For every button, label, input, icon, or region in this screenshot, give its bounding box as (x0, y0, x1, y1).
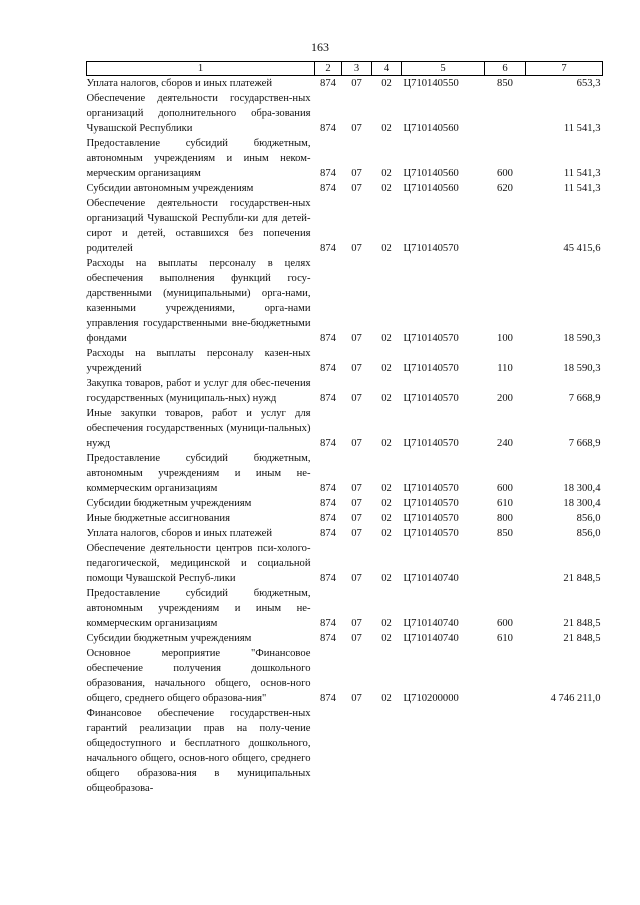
expense-type-cell (485, 646, 526, 706)
amount-cell: 18 300,4 (563, 498, 601, 509)
subsection-cell: 02 (381, 513, 392, 524)
row-name-cell: Обеспечение деятельности государствен-ных организаций Чувашской Республи-ки для детей-сирот и детей, оставшихся без попечения родителей (86, 198, 311, 254)
subsection-cell: 02 (381, 243, 392, 254)
expense-type-cell (485, 706, 526, 796)
row-name-cell: Закупка товаров, работ и услуг для обес-печения государственных (муниципаль-ных) нужд (86, 378, 311, 404)
row-name-cell: Расходы на выплаты персоналу казен-ных учреждений (86, 348, 311, 374)
admin-code-cell: 874 (320, 693, 336, 704)
section-cell: 07 (351, 693, 362, 704)
column-header: 3 (342, 62, 372, 76)
target-article-cell: Ц710140570 (403, 513, 459, 524)
expense-type-cell: 620 (497, 183, 513, 194)
section-cell: 07 (351, 123, 362, 134)
admin-code-cell: 874 (320, 183, 336, 194)
subsection-cell: 02 (381, 693, 392, 704)
row-name-cell: Уплата налогов, сборов и иных платежей (86, 528, 273, 539)
amount-cell: 18 590,3 (563, 333, 601, 344)
target-article-cell: Ц710140570 (403, 483, 459, 494)
table-row (87, 496, 603, 511)
table-row (87, 181, 603, 196)
admin-code-cell (315, 706, 342, 796)
section-cell: 07 (351, 183, 362, 194)
target-article-cell: Ц710140740 (403, 633, 459, 644)
row-name-cell: Иные закупки товаров, работ и услуг для обеспечения государственных (муници-пальных) нужд (86, 408, 311, 449)
section-cell: 07 (351, 573, 362, 584)
expense-type-cell: 110 (497, 363, 513, 374)
row-name-cell: Субсидии автономным учреждениям (86, 183, 254, 194)
amount-cell (526, 706, 603, 796)
row-name-cell: Иные бюджетные ассигнования (86, 513, 230, 524)
table-row (87, 706, 603, 796)
amount-cell: 856,0 (576, 528, 601, 539)
amount-cell: 11 541,3 (563, 183, 601, 194)
amount-cell: 7 668,9 (568, 393, 601, 404)
row-name-cell: Уплата налогов, сборов и иных платежей (86, 78, 273, 89)
row-name-cell: Основное мероприятие "Финансовое обеспечение получения дошкольного образования, начального общего, основ-ного общего, среднего общего образова-ния" (86, 648, 311, 704)
target-article-cell: Ц710140560 (403, 183, 459, 194)
target-article-cell: Ц710140570 (403, 498, 459, 509)
section-cell (342, 706, 372, 796)
expense-type-cell: 800 (497, 513, 513, 524)
section-cell: 07 (351, 78, 362, 89)
table-row (87, 451, 603, 496)
table-row (87, 376, 603, 406)
expense-type-cell: 600 (497, 618, 513, 629)
row-name-cell: Обеспечение деятельности государствен-ных организаций дополнительного обра-зования Чувашской Республики (86, 93, 311, 134)
admin-code-cell: 874 (320, 333, 336, 344)
row-name-cell: Обеспечение деятельности центров пси-холого-педагогической, медицинской и социальной помощи Чувашской Респуб-лики (86, 543, 311, 584)
subsection-cell: 02 (381, 498, 392, 509)
section-cell: 07 (351, 618, 362, 629)
section-cell: 07 (351, 483, 362, 494)
admin-code-cell: 874 (320, 438, 336, 449)
column-header: 5 (402, 62, 485, 76)
subsection-cell: 02 (381, 78, 392, 89)
admin-code-cell: 874 (320, 363, 336, 374)
row-name-cell: Субсидии бюджетным учреждениям (86, 498, 252, 509)
target-article-cell: Ц710140740 (403, 573, 459, 584)
subsection-cell (372, 706, 402, 796)
section-cell: 07 (351, 363, 362, 374)
row-name-cell: Субсидии бюджетным учреждениям (86, 633, 252, 644)
section-cell: 07 (351, 633, 362, 644)
amount-cell: 45 415,6 (563, 243, 601, 254)
amount-cell: 11 541,3 (563, 168, 601, 179)
section-cell: 07 (351, 168, 362, 179)
admin-code-cell: 874 (320, 393, 336, 404)
admin-code-cell: 874 (320, 168, 336, 179)
column-header: 7 (526, 62, 603, 76)
target-article-cell: Ц710200000 (403, 693, 459, 704)
table-row (87, 406, 603, 451)
column-header: 4 (372, 62, 402, 76)
amount-cell: 11 541,3 (563, 123, 601, 134)
subsection-cell: 02 (381, 183, 392, 194)
target-article-cell (402, 706, 485, 796)
target-article-cell: Ц710140570 (403, 393, 459, 404)
section-cell: 07 (351, 243, 362, 254)
column-header: 2 (315, 62, 342, 76)
subsection-cell: 02 (381, 168, 392, 179)
section-cell: 07 (351, 498, 362, 509)
table-row (87, 526, 603, 541)
admin-code-cell: 874 (320, 513, 336, 524)
expense-type-cell: 600 (497, 168, 513, 179)
amount-cell: 653,3 (576, 78, 601, 89)
section-cell: 07 (351, 513, 362, 524)
amount-cell: 21 848,5 (563, 633, 601, 644)
expense-type-cell: 240 (497, 438, 513, 449)
admin-code-cell: 874 (320, 243, 336, 254)
amount-cell: 21 848,5 (563, 573, 601, 584)
target-article-cell: Ц710140570 (403, 438, 459, 449)
row-name-cell: Предоставление субсидий бюджетным, автономным учреждениям и иным неком-мерческим организациям (86, 138, 311, 179)
table-row (87, 346, 603, 376)
section-cell: 07 (351, 393, 362, 404)
admin-code-cell: 874 (320, 483, 336, 494)
subsection-cell: 02 (381, 438, 392, 449)
subsection-cell: 02 (381, 483, 392, 494)
amount-cell: 7 668,9 (568, 438, 601, 449)
target-article-cell: Ц710140740 (403, 618, 459, 629)
table-row (87, 136, 603, 181)
table-row (87, 586, 603, 631)
expense-type-cell: 100 (497, 333, 513, 344)
target-article-cell: Ц710140560 (403, 123, 459, 134)
amount-cell: 18 590,3 (563, 363, 601, 374)
row-name-cell: Предоставление субсидий бюджетным, автономным учреждениям и иным не-коммерческим организациям (86, 453, 311, 494)
expense-type-cell (485, 196, 526, 256)
section-cell: 07 (351, 333, 362, 344)
table-row (87, 631, 603, 646)
expense-type-cell: 200 (497, 393, 513, 404)
subsection-cell: 02 (381, 618, 392, 629)
expense-type-cell: 850 (497, 78, 513, 89)
expense-type-cell (485, 541, 526, 586)
subsection-cell: 02 (381, 123, 392, 134)
table-row (87, 511, 603, 526)
admin-code-cell: 874 (320, 573, 336, 584)
table-row (87, 256, 603, 346)
expense-type-cell (485, 91, 526, 136)
section-cell: 07 (351, 528, 362, 539)
admin-code-cell: 874 (320, 618, 336, 629)
column-header: 6 (485, 62, 526, 76)
target-article-cell: Ц710140550 (403, 78, 459, 89)
budget-table (86, 61, 603, 796)
row-name-cell: Финансовое обеспечение государствен-ных гарантий реализации прав на полу-чение общедоступного и бесплатного дошкольного, начального общего, основ-ного общего, среднего общего образова-ния в муниципальных общеобразова- (86, 708, 311, 794)
target-article-cell: Ц710140570 (403, 243, 459, 254)
row-name-cell: Предоставление субсидий бюджетным, автономным учреждениям и иным не-коммерческим организациям (86, 588, 311, 629)
amount-cell: 4 746 211,0 (550, 693, 601, 704)
target-article-cell: Ц710140560 (403, 168, 459, 179)
subsection-cell: 02 (381, 528, 392, 539)
subsection-cell: 02 (381, 363, 392, 374)
target-article-cell: Ц710140570 (403, 528, 459, 539)
table-row (87, 196, 603, 256)
admin-code-cell: 874 (320, 633, 336, 644)
expense-type-cell: 610 (497, 498, 513, 509)
table-row (87, 91, 603, 136)
subsection-cell: 02 (381, 573, 392, 584)
expense-type-cell: 850 (497, 528, 513, 539)
admin-code-cell: 874 (320, 528, 336, 539)
table-row (87, 541, 603, 586)
target-article-cell: Ц710140570 (403, 363, 459, 374)
admin-code-cell: 874 (320, 123, 336, 134)
admin-code-cell: 874 (320, 78, 336, 89)
target-article-cell: Ц710140570 (403, 333, 459, 344)
table-row (87, 646, 603, 706)
amount-cell: 18 300,4 (563, 483, 601, 494)
table-header-row (87, 62, 603, 76)
subsection-cell: 02 (381, 333, 392, 344)
expense-type-cell: 600 (497, 483, 513, 494)
page-number: 163 (311, 40, 329, 54)
subsection-cell: 02 (381, 393, 392, 404)
subsection-cell: 02 (381, 633, 392, 644)
section-cell: 07 (351, 438, 362, 449)
admin-code-cell: 874 (320, 498, 336, 509)
expense-type-cell: 610 (497, 633, 513, 644)
column-header: 1 (87, 62, 315, 76)
row-name-cell: Расходы на выплаты персоналу в целях обеспечения выполнения функций госу-дарственными (муниципальными) орга-нами, казенными учреждениями, орга-нами управления государственными вне-бюджетными фондами (86, 258, 311, 344)
amount-cell: 21 848,5 (563, 618, 601, 629)
amount-cell: 856,0 (576, 513, 601, 524)
table-row (87, 76, 603, 92)
